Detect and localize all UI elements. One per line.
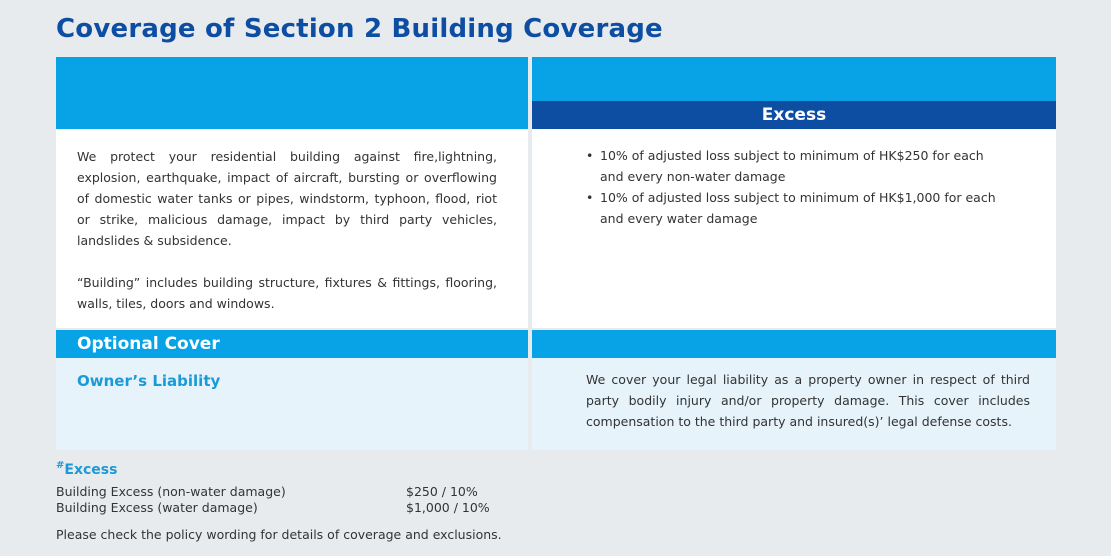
- footer-excess-row: [56, 500, 490, 515]
- excess-column-header: Excess: [532, 101, 1056, 129]
- owners-liability-description: We cover your legal liability as a property owner in respect of third party bodily injury and/or property damage. This cover includes compensation to the third party and insured(s)’ legal defense costs.: [586, 372, 1030, 429]
- header-band-right: [532, 57, 1056, 101]
- footer-excess-marker: #: [56, 460, 65, 471]
- coverage-description: [77, 146, 497, 314]
- page-title: Coverage of Section 2 Building Coverage: [56, 14, 663, 44]
- excess-list: [586, 145, 1006, 229]
- policy-wording-note: Please check the policy wording for details of coverage and exclusions.: [56, 527, 502, 542]
- footer-excess-row-amount: $250 / 10%: [406, 484, 478, 499]
- owners-liability-label: Owner’s Liability: [77, 372, 221, 390]
- coverage-paragraph-building-definition: “Building” includes building structure, fixtures & fittings, flooring, walls, tiles, doors and windows.: [77, 275, 497, 311]
- optional-cover-header: Optional Cover: [56, 330, 528, 358]
- footer-excess-row-label: Building Excess (water damage): [56, 500, 258, 515]
- optional-cover-band-right: [532, 330, 1056, 358]
- footer-excess-row: [56, 484, 478, 499]
- excess-item-water: • 10% of adjusted loss subject to minimum of HK$1,000 for each and every water damage: [586, 187, 1006, 229]
- coverage-paragraph-perils: We protect your residential building against fire,lightning, explosion, earthquake, impact of aircraft, bursting or overflowing of domestic water tanks or pipes, windstorm, typhoon, flood, riot or strike, malicious damage, impact by third party vehicles, landslides & subsidence.: [77, 149, 497, 248]
- header-band-left: [56, 57, 528, 129]
- footer-excess-row-label: Building Excess (non-water damage): [56, 484, 286, 499]
- excess-item-non-water: • 10% of adjusted loss subject to minimum of HK$250 for each and every non-water damage: [586, 145, 1006, 187]
- footer-excess-title-text: Excess: [64, 462, 118, 478]
- footer-excess-title: [56, 462, 117, 478]
- footer-excess-row-amount: $1,000 / 10%: [406, 500, 490, 515]
